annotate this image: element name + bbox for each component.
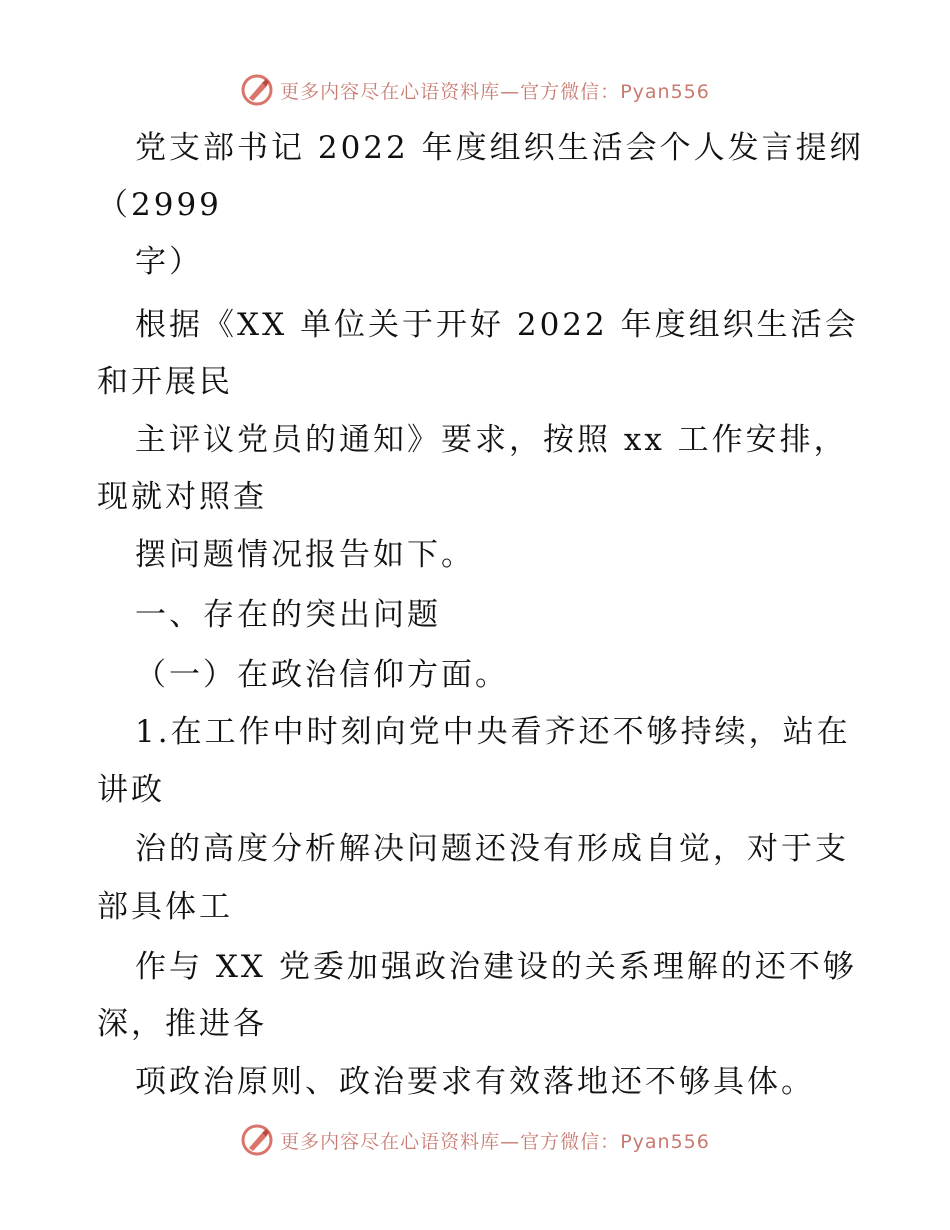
watermark-banner-bottom <box>0 1120 950 1160</box>
watermark-wechat-id: Pyan556 <box>620 1130 710 1153</box>
doc-paragraph-line: 讲政 <box>97 772 165 808</box>
watermark-wechat-label: 官方微信： <box>520 1130 621 1153</box>
doc-paragraph-line: 部具体工 <box>97 889 233 925</box>
watermark-dash: — <box>500 80 521 103</box>
doc-paragraph-line: 根据《XX 单位关于开好 2022 年度组织生活会 <box>135 307 859 343</box>
doc-title-line-3: 字） <box>135 244 203 280</box>
doc-subsection-heading: （一）在政治信仰方面。 <box>135 657 509 693</box>
watermark-text <box>280 1127 710 1154</box>
doc-paragraph-line: 治的高度分析解决问题还没有形成自觉，对于支 <box>135 831 849 867</box>
watermark-dash: — <box>500 1130 521 1153</box>
doc-title-line-1: 党支部书记 2022 年度组织生活会个人发言提纲 <box>135 130 864 166</box>
watermark-site: 更多内容尽在心语资料库 <box>280 80 501 103</box>
pen-logo-icon <box>240 1123 274 1157</box>
doc-paragraph-line: 摆问题情况报告如下。 <box>135 537 475 573</box>
doc-paragraph-line: 主评议党员的通知》要求，按照 xx 工作安排， <box>135 422 848 458</box>
doc-paragraph-line: 深，推进各 <box>97 1006 267 1042</box>
doc-paragraph-line: 作与 XX 党委加强政治建设的关系理解的还不够 <box>135 949 857 985</box>
watermark-banner-top <box>0 70 950 110</box>
doc-paragraph-line: 和开展民 <box>97 364 233 400</box>
watermark-text <box>280 77 710 104</box>
watermark-wechat-id: Pyan556 <box>620 80 710 103</box>
doc-section-heading: 一、存在的突出问题 <box>135 597 441 633</box>
pen-logo-icon <box>240 73 274 107</box>
doc-paragraph-line: 现就对照查 <box>97 479 267 515</box>
doc-title-line-2: （2999 <box>97 187 222 223</box>
doc-paragraph-line: 1.在工作中时刻向党中央看齐还不够持续，站在 <box>135 714 851 750</box>
doc-paragraph-line: 项政治原则、政治要求有效落地还不够具体。 <box>135 1064 815 1100</box>
watermark-site: 更多内容尽在心语资料库 <box>280 1130 501 1153</box>
watermark-wechat-label: 官方微信： <box>520 80 621 103</box>
